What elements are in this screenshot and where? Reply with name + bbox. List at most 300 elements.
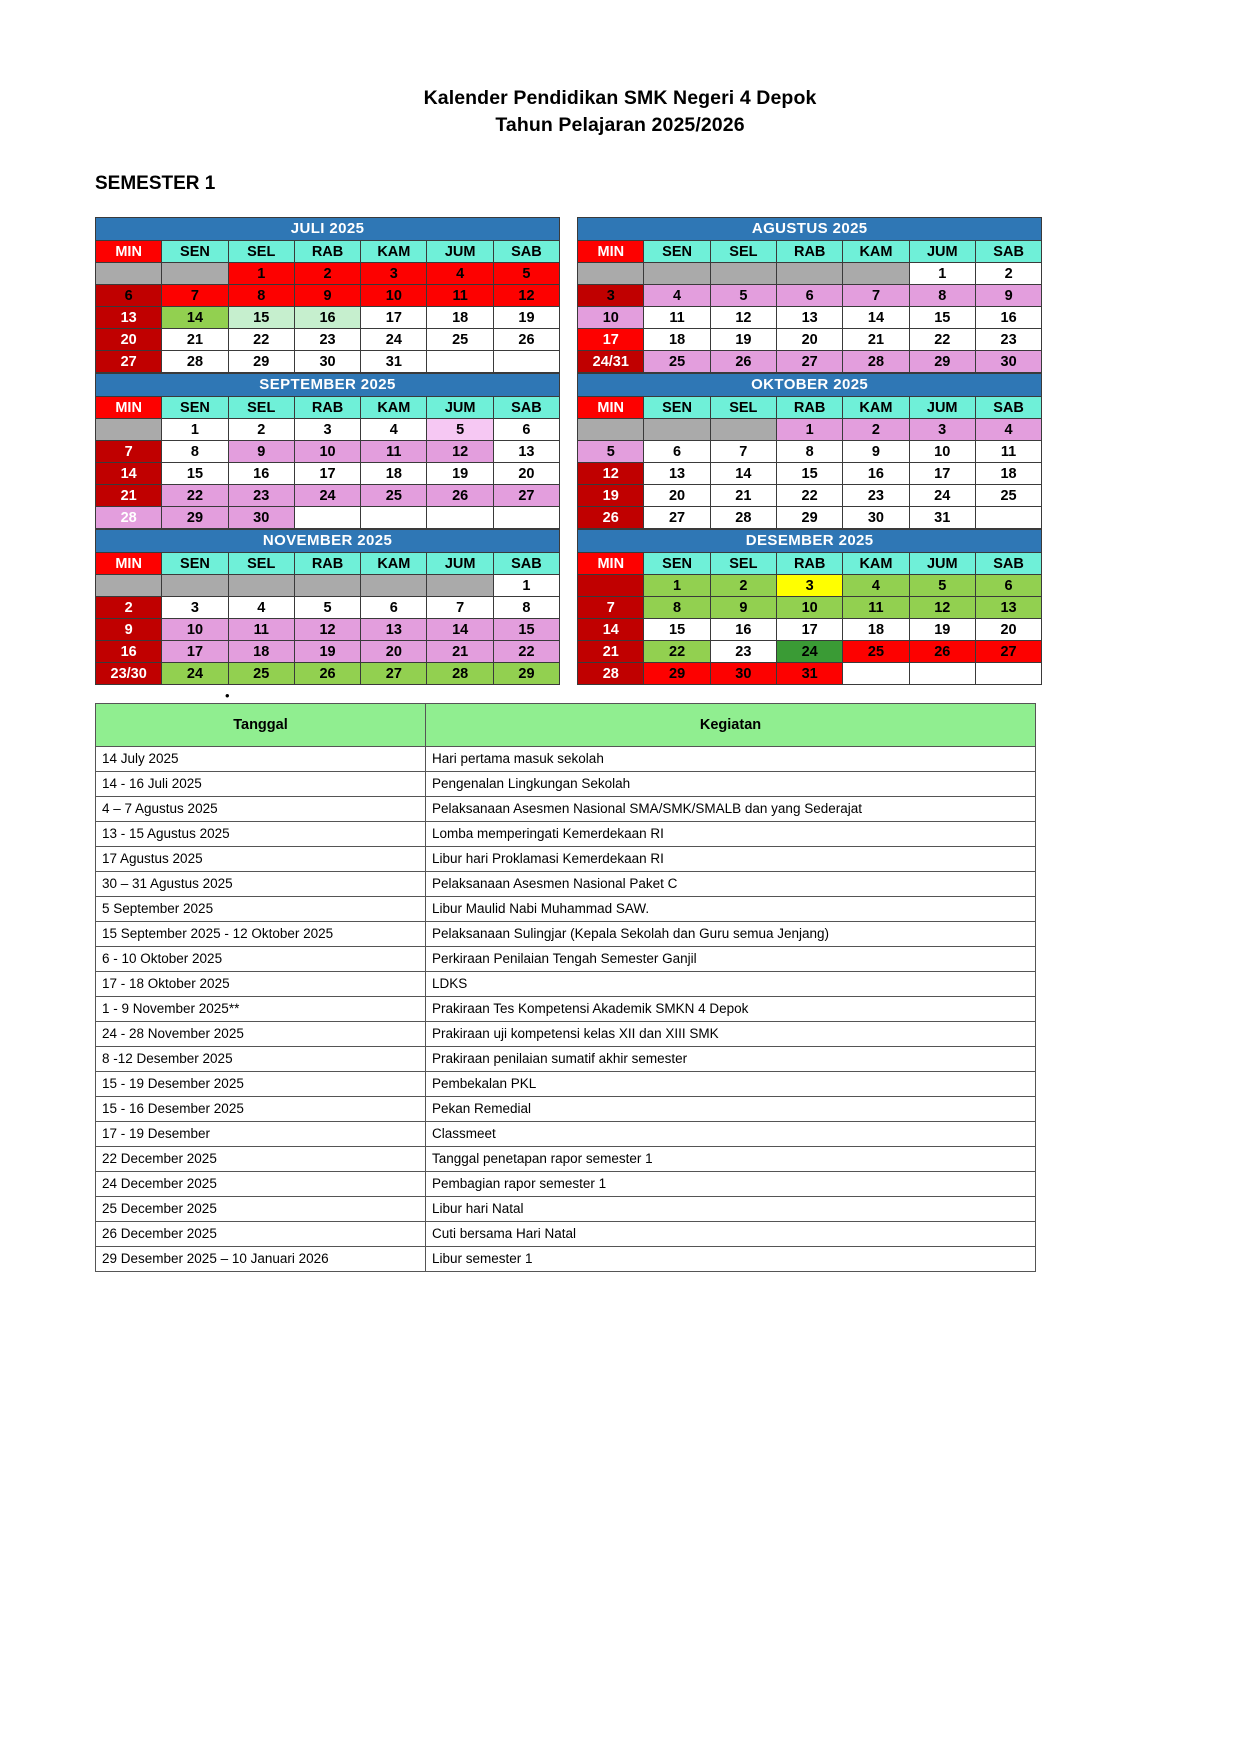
event-activity: Pengenalan Lingkungan Sekolah: [426, 772, 1036, 797]
empty-cell: [493, 351, 559, 373]
day-name-min: MIN: [578, 241, 644, 263]
month-row-pair: [95, 373, 1040, 529]
date-cell: 15: [644, 619, 710, 641]
date-cell: 15: [776, 463, 842, 485]
week-row: [96, 307, 560, 329]
date-cell: 13: [975, 597, 1041, 619]
date-cell: 29: [776, 507, 842, 529]
date-cell: 4: [361, 419, 427, 441]
week-row: [578, 463, 1042, 485]
events-header-row: [96, 704, 1036, 747]
date-cell: 25: [427, 329, 493, 351]
event-date: 4 – 7 Agustus 2025: [96, 797, 426, 822]
month-title-row: [578, 530, 1042, 553]
date-cell: 21: [578, 641, 644, 663]
date-cell: 25: [644, 351, 710, 373]
date-cell: 8: [644, 597, 710, 619]
date-cell: 16: [843, 463, 909, 485]
date-cell: 2: [294, 263, 360, 285]
week-row: [96, 463, 560, 485]
date-cell: 26: [710, 351, 776, 373]
day-name-sen: SEN: [162, 241, 228, 263]
date-cell: 17: [777, 619, 843, 641]
month-title: DESEMBER 2025: [578, 530, 1042, 553]
date-cell: 24: [909, 485, 975, 507]
date-cell: 21: [710, 485, 776, 507]
table-row: [96, 1147, 1036, 1172]
day-name-sel: SEL: [710, 553, 776, 575]
date-cell: 11: [361, 441, 427, 463]
date-cell: 3: [294, 419, 360, 441]
title-line-1: Kalender Pendidikan SMK Negeri 4 Depok: [423, 87, 817, 109]
date-cell: 10: [361, 285, 427, 307]
week-row: [578, 419, 1042, 441]
date-cell: 22: [228, 329, 294, 351]
table-row: [96, 847, 1036, 872]
day-name-sab: SAB: [975, 553, 1041, 575]
event-date: 17 - 18 Oktober 2025: [96, 972, 426, 997]
day-name-rab: RAB: [776, 397, 842, 419]
week-row: [578, 641, 1042, 663]
date-cell: 27: [777, 351, 843, 373]
day-name-sel: SEL: [228, 241, 294, 263]
empty-cell: [162, 575, 228, 597]
date-cell: 30: [228, 507, 294, 529]
event-activity: Libur hari Natal: [426, 1197, 1036, 1222]
day-name-min: MIN: [578, 553, 644, 575]
date-cell: 17: [361, 307, 427, 329]
date-cell: 13: [777, 307, 843, 329]
date-cell: 2: [228, 419, 294, 441]
date-cell: 1: [493, 575, 559, 597]
event-date: 15 September 2025 - 12 Oktober 2025: [96, 922, 426, 947]
semester-label: SEMESTER 1: [95, 173, 216, 194]
month-title: AGUSTUS 2025: [578, 218, 1042, 241]
week-row: [578, 507, 1042, 529]
month-title: JULI 2025: [96, 218, 560, 241]
date-cell: 10: [294, 441, 360, 463]
date-cell: 8: [493, 597, 559, 619]
month-table: [577, 529, 1042, 685]
date-cell: 30: [843, 507, 909, 529]
date-cell: 21: [843, 329, 909, 351]
date-cell: 11: [644, 307, 710, 329]
week-row: [96, 597, 560, 619]
date-cell: 8: [909, 285, 975, 307]
week-row: [96, 441, 560, 463]
date-cell: 24: [294, 485, 360, 507]
date-cell: 11: [843, 597, 909, 619]
event-activity: Prakiraan uji kompetensi kelas XII dan XIII SMK: [426, 1022, 1036, 1047]
date-cell: 2: [96, 597, 162, 619]
date-cell: 23: [294, 329, 360, 351]
month-row-pair: [95, 217, 1040, 373]
date-cell: 21: [427, 641, 493, 663]
date-cell: 13: [96, 307, 162, 329]
date-cell: 19: [294, 641, 360, 663]
date-cell: 5: [710, 285, 776, 307]
date-cell: 5: [294, 597, 360, 619]
table-row: [96, 922, 1036, 947]
empty-cell: [427, 351, 493, 373]
month-title-row: [96, 530, 560, 553]
stray-dot-mark: •: [225, 688, 230, 703]
day-name-rab: RAB: [777, 553, 843, 575]
date-cell: 28: [427, 663, 493, 685]
empty-cell: [162, 263, 228, 285]
month-spacer: [560, 529, 577, 685]
date-cell: 22: [493, 641, 559, 663]
day-name-kam: KAM: [361, 241, 427, 263]
day-name-rab: RAB: [294, 241, 360, 263]
date-cell: 7: [427, 597, 493, 619]
date-cell: 28: [843, 351, 909, 373]
date-cell: 1: [776, 419, 842, 441]
date-cell: 8: [776, 441, 842, 463]
date-cell: 23: [228, 485, 294, 507]
day-name-rab: RAB: [777, 241, 843, 263]
date-cell: 28: [710, 507, 776, 529]
date-cell: 18: [843, 619, 909, 641]
date-cell: 24: [777, 641, 843, 663]
date-cell: 28: [578, 663, 644, 685]
day-name-sen: SEN: [162, 397, 228, 419]
table-row: [96, 997, 1036, 1022]
day-name-jum: JUM: [909, 241, 975, 263]
date-cell: 9: [294, 285, 360, 307]
events-header-tanggal: Tanggal: [96, 704, 426, 747]
empty-cell: [294, 575, 360, 597]
week-row: [96, 419, 560, 441]
week-row: [96, 329, 560, 351]
date-cell: 20: [493, 463, 559, 485]
date-cell: 14: [427, 619, 493, 641]
date-cell: 9: [843, 441, 909, 463]
empty-cell: [578, 263, 644, 285]
date-cell: 11: [228, 619, 294, 641]
date-cell: 10: [777, 597, 843, 619]
date-cell: 20: [96, 329, 162, 351]
date-cell: 25: [975, 485, 1041, 507]
day-name-sen: SEN: [644, 553, 710, 575]
table-row: [96, 897, 1036, 922]
date-cell: 5: [427, 419, 493, 441]
date-cell: 17: [162, 641, 228, 663]
date-cell: 11: [975, 441, 1041, 463]
day-name-rab: RAB: [294, 397, 360, 419]
week-row: [578, 485, 1042, 507]
date-cell: 16: [96, 641, 162, 663]
month-spacer: [560, 217, 577, 373]
event-activity: Cuti bersama Hari Natal: [426, 1222, 1036, 1247]
week-row: [96, 263, 560, 285]
date-cell: 31: [361, 351, 427, 373]
date-cell: 23: [710, 641, 776, 663]
empty-cell: [427, 507, 493, 529]
week-row: [578, 307, 1042, 329]
event-activity: LDKS: [426, 972, 1036, 997]
date-cell: 29: [644, 663, 710, 685]
day-name-jum: JUM: [427, 553, 493, 575]
day-name-min: MIN: [96, 397, 162, 419]
month-table: [577, 217, 1042, 373]
table-row: [96, 1222, 1036, 1247]
week-row: [96, 485, 560, 507]
day-name-min: MIN: [578, 397, 644, 419]
date-cell: 18: [644, 329, 710, 351]
week-row: [96, 641, 560, 663]
day-name-kam: KAM: [843, 241, 909, 263]
week-row: [96, 507, 560, 529]
date-cell: 4: [843, 575, 909, 597]
date-cell: 7: [96, 441, 162, 463]
empty-cell: [843, 263, 909, 285]
day-name-kam: KAM: [361, 553, 427, 575]
date-cell: 19: [493, 307, 559, 329]
date-cell: 3: [361, 263, 427, 285]
event-activity: Perkiraan Penilaian Tengah Semester Ganjil: [426, 947, 1036, 972]
empty-cell: [228, 575, 294, 597]
table-row: [96, 972, 1036, 997]
event-activity: Libur Maulid Nabi Muhammad SAW.: [426, 897, 1036, 922]
day-name-sel: SEL: [228, 553, 294, 575]
month-title-row: [578, 218, 1042, 241]
date-cell: 24: [162, 663, 228, 685]
date-cell: 12: [493, 285, 559, 307]
table-row: [96, 1122, 1036, 1147]
date-cell: 25: [361, 485, 427, 507]
date-cell: 4: [975, 419, 1041, 441]
event-activity: Prakiraan penilaian sumatif akhir semester: [426, 1047, 1036, 1072]
date-cell: 26: [909, 641, 975, 663]
date-cell: 5: [578, 441, 644, 463]
date-cell: 18: [361, 463, 427, 485]
table-row: [96, 1247, 1036, 1272]
date-cell: 23: [975, 329, 1041, 351]
month-table: [95, 373, 560, 529]
date-cell: 1: [228, 263, 294, 285]
month-table: [95, 217, 560, 373]
date-cell: 30: [975, 351, 1041, 373]
date-cell: 26: [493, 329, 559, 351]
empty-cell: [96, 263, 162, 285]
event-date: 13 - 15 Agustus 2025: [96, 822, 426, 847]
month-table: [95, 529, 560, 685]
empty-cell: [777, 263, 843, 285]
date-cell: 5: [493, 263, 559, 285]
date-cell: 4: [228, 597, 294, 619]
table-row: [96, 1072, 1036, 1097]
event-activity: Classmeet: [426, 1122, 1036, 1147]
event-activity: Lomba memperingati Kemerdekaan RI: [426, 822, 1036, 847]
table-row: [96, 797, 1036, 822]
date-cell: 22: [644, 641, 710, 663]
date-cell: 13: [361, 619, 427, 641]
date-cell: 18: [228, 641, 294, 663]
table-row: [96, 947, 1036, 972]
events-body: [96, 747, 1036, 1272]
date-cell: 10: [909, 441, 975, 463]
date-cell: 18: [427, 307, 493, 329]
event-activity: Libur hari Proklamasi Kemerdekaan RI: [426, 847, 1036, 872]
date-cell: 19: [578, 485, 644, 507]
date-cell: 15: [162, 463, 228, 485]
day-name-sen: SEN: [644, 397, 710, 419]
empty-cell: [361, 575, 427, 597]
event-activity: Hari pertama masuk sekolah: [426, 747, 1036, 772]
day-name-kam: KAM: [843, 553, 909, 575]
day-names-row: [96, 397, 560, 419]
empty-cell: [644, 419, 710, 441]
date-cell: 4: [644, 285, 710, 307]
day-name-jum: JUM: [909, 397, 975, 419]
date-cell: 2: [975, 263, 1041, 285]
date-cell: 19: [909, 619, 975, 641]
event-activity: Pelaksanaan Sulingjar (Kepala Sekolah dan Guru semua Jenjang): [426, 922, 1036, 947]
event-activity: Prakiraan Tes Kompetensi Akademik SMKN 4 Depok: [426, 997, 1036, 1022]
empty-cell: [843, 663, 909, 685]
event-date: 29 Desember 2025 – 10 Januari 2026: [96, 1247, 426, 1272]
date-cell: 10: [578, 307, 644, 329]
day-name-sel: SEL: [710, 397, 776, 419]
date-cell: 14: [843, 307, 909, 329]
week-row: [578, 597, 1042, 619]
document-title: [0, 0, 1240, 139]
date-cell: 29: [162, 507, 228, 529]
event-date: 6 - 10 Oktober 2025: [96, 947, 426, 972]
event-date: 5 September 2025: [96, 897, 426, 922]
event-date: 15 - 16 Desember 2025: [96, 1097, 426, 1122]
date-cell: 26: [427, 485, 493, 507]
empty-cell: [975, 507, 1041, 529]
date-cell: 12: [578, 463, 644, 485]
day-name-rab: RAB: [294, 553, 360, 575]
date-cell: 20: [777, 329, 843, 351]
day-name-jum: JUM: [427, 241, 493, 263]
week-row: [578, 329, 1042, 351]
date-cell: 20: [644, 485, 710, 507]
date-cell: 17: [578, 329, 644, 351]
table-row: [96, 772, 1036, 797]
day-name-sel: SEL: [710, 241, 776, 263]
event-date: 24 - 28 November 2025: [96, 1022, 426, 1047]
date-cell: 1: [644, 575, 710, 597]
month-title-row: [96, 374, 560, 397]
table-row: [96, 1047, 1036, 1072]
empty-cell: [710, 263, 776, 285]
date-cell: 9: [228, 441, 294, 463]
date-cell: 26: [294, 663, 360, 685]
day-name-min: MIN: [96, 553, 162, 575]
date-cell: 28: [162, 351, 228, 373]
day-name-sab: SAB: [493, 241, 559, 263]
date-cell: 2: [843, 419, 909, 441]
week-row: [96, 619, 560, 641]
day-name-sen: SEN: [644, 241, 710, 263]
week-row: [578, 575, 1042, 597]
date-cell: 6: [644, 441, 710, 463]
event-date: 25 December 2025: [96, 1197, 426, 1222]
date-cell: 16: [294, 307, 360, 329]
date-cell: 2: [710, 575, 776, 597]
date-cell: 31: [909, 507, 975, 529]
date-cell: 4: [427, 263, 493, 285]
event-date: 8 -12 Desember 2025: [96, 1047, 426, 1072]
empty-cell: [294, 507, 360, 529]
date-cell: 3: [909, 419, 975, 441]
date-cell: 27: [975, 641, 1041, 663]
empty-cell: [710, 419, 776, 441]
table-row: [96, 1197, 1036, 1222]
empty-cell: [361, 507, 427, 529]
event-activity: Pekan Remedial: [426, 1097, 1036, 1122]
date-cell: 21: [96, 485, 162, 507]
day-name-sab: SAB: [975, 397, 1041, 419]
week-row: [578, 263, 1042, 285]
date-cell: 12: [909, 597, 975, 619]
empty-cell: [96, 575, 162, 597]
date-cell: 12: [427, 441, 493, 463]
event-activity: Pelaksanaan Asesmen Nasional Paket C: [426, 872, 1036, 897]
date-cell: 22: [776, 485, 842, 507]
table-row: [96, 747, 1036, 772]
date-cell: 26: [578, 507, 644, 529]
date-cell: 3: [578, 285, 644, 307]
date-cell: 9: [975, 285, 1041, 307]
event-date: 14 July 2025: [96, 747, 426, 772]
date-cell: 8: [162, 441, 228, 463]
date-cell: 7: [162, 285, 228, 307]
date-cell: 8: [228, 285, 294, 307]
date-cell: 22: [909, 329, 975, 351]
date-cell: 14: [710, 463, 776, 485]
date-cell: 7: [843, 285, 909, 307]
event-date: 17 - 19 Desember: [96, 1122, 426, 1147]
events-header-kegiatan: Kegiatan: [426, 704, 1036, 747]
date-cell: 29: [909, 351, 975, 373]
date-cell: 27: [96, 351, 162, 373]
event-activity: Tanggal penetapan rapor semester 1: [426, 1147, 1036, 1172]
date-cell: 27: [493, 485, 559, 507]
date-cell: 6: [777, 285, 843, 307]
date-cell: 20: [361, 641, 427, 663]
month-title-row: [96, 218, 560, 241]
date-cell: 9: [96, 619, 162, 641]
event-activity: Libur semester 1: [426, 1247, 1036, 1272]
date-cell: 15: [228, 307, 294, 329]
event-activity: Pembekalan PKL: [426, 1072, 1036, 1097]
date-cell: 17: [294, 463, 360, 485]
date-cell: 7: [710, 441, 776, 463]
title-line-2: Tahun Pelajaran 2025/2026: [495, 114, 745, 136]
week-row: [578, 351, 1042, 373]
event-date: 15 - 19 Desember 2025: [96, 1072, 426, 1097]
date-cell: 17: [909, 463, 975, 485]
day-name-sen: SEN: [162, 553, 228, 575]
date-cell: 6: [493, 419, 559, 441]
table-row: [96, 1022, 1036, 1047]
date-cell: 19: [427, 463, 493, 485]
date-cell: 28: [96, 507, 162, 529]
date-cell: 21: [162, 329, 228, 351]
week-row: [96, 351, 560, 373]
date-cell: 18: [975, 463, 1041, 485]
week-row: [578, 285, 1042, 307]
empty-cell: [975, 663, 1041, 685]
empty-cell: [96, 419, 162, 441]
week-row: [578, 663, 1042, 685]
empty-cell: [427, 575, 493, 597]
